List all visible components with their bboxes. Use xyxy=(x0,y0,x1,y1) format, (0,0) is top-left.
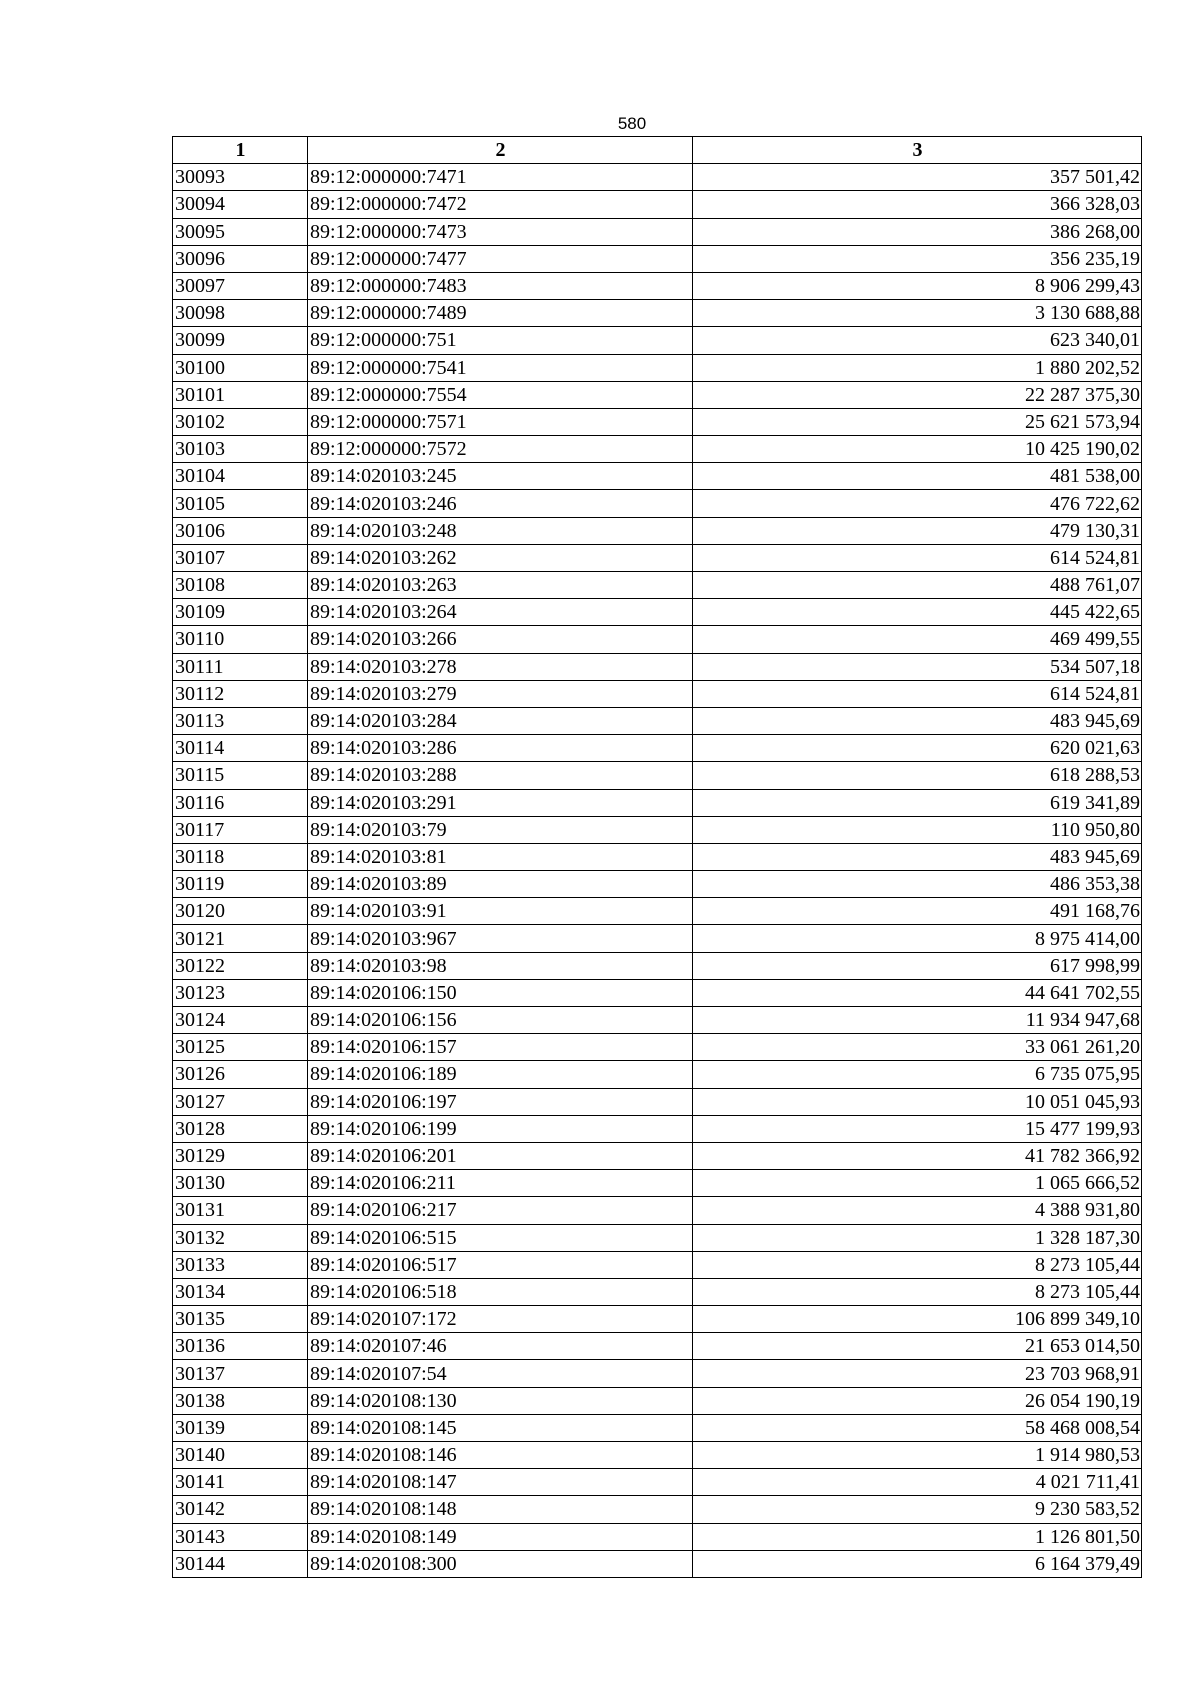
value-cell: 11 934 947,68 xyxy=(693,1007,1142,1034)
row-number-cell: 30093 xyxy=(173,164,308,191)
table-row xyxy=(173,1496,1142,1523)
table-row xyxy=(173,816,1142,843)
cadastral-number-cell: 89:12:000000:7472 xyxy=(308,191,693,218)
cadastral-number-cell: 89:12:000000:7471 xyxy=(308,164,693,191)
table-row xyxy=(173,979,1142,1006)
table-row xyxy=(173,245,1142,272)
row-number-cell: 30120 xyxy=(173,898,308,925)
value-cell: 481 538,00 xyxy=(693,463,1142,490)
value-cell: 476 722,62 xyxy=(693,490,1142,517)
cadastral-number-cell: 89:14:020103:262 xyxy=(308,544,693,571)
column-header-3: 3 xyxy=(693,137,1142,164)
table-row xyxy=(173,1115,1142,1142)
row-number-cell: 30105 xyxy=(173,490,308,517)
table-row xyxy=(173,544,1142,571)
row-number-cell: 30114 xyxy=(173,735,308,762)
cadastral-number-cell: 89:14:020103:79 xyxy=(308,816,693,843)
table-row xyxy=(173,327,1142,354)
value-cell: 22 287 375,30 xyxy=(693,381,1142,408)
row-number-cell: 30111 xyxy=(173,653,308,680)
cadastral-number-cell: 89:14:020108:130 xyxy=(308,1387,693,1414)
row-number-cell: 30137 xyxy=(173,1360,308,1387)
value-cell: 534 507,18 xyxy=(693,653,1142,680)
value-cell: 8 273 105,44 xyxy=(693,1251,1142,1278)
value-cell: 1 065 666,52 xyxy=(693,1170,1142,1197)
row-number-cell: 30143 xyxy=(173,1523,308,1550)
cadastral-number-cell: 89:14:020103:266 xyxy=(308,626,693,653)
value-cell: 469 499,55 xyxy=(693,626,1142,653)
table-row xyxy=(173,463,1142,490)
cadastral-number-cell: 89:14:020106:217 xyxy=(308,1197,693,1224)
row-number-cell: 30117 xyxy=(173,816,308,843)
cadastral-number-cell: 89:14:020103:246 xyxy=(308,490,693,517)
value-cell: 6 164 379,49 xyxy=(693,1550,1142,1577)
cadastral-number-cell: 89:14:020103:245 xyxy=(308,463,693,490)
value-cell: 445 422,65 xyxy=(693,599,1142,626)
table-row xyxy=(173,164,1142,191)
value-cell: 614 524,81 xyxy=(693,680,1142,707)
cadastral-number-cell: 89:12:000000:7541 xyxy=(308,354,693,381)
table-row xyxy=(173,1142,1142,1169)
row-number-cell: 30134 xyxy=(173,1278,308,1305)
value-cell: 110 950,80 xyxy=(693,816,1142,843)
value-cell: 15 477 199,93 xyxy=(693,1115,1142,1142)
row-number-cell: 30097 xyxy=(173,272,308,299)
row-number-cell: 30125 xyxy=(173,1034,308,1061)
value-cell: 1 880 202,52 xyxy=(693,354,1142,381)
table-row xyxy=(173,1278,1142,1305)
value-cell: 623 340,01 xyxy=(693,327,1142,354)
cadastral-number-cell: 89:14:020106:197 xyxy=(308,1088,693,1115)
value-cell: 58 468 008,54 xyxy=(693,1414,1142,1441)
value-cell: 483 945,69 xyxy=(693,843,1142,870)
value-cell: 9 230 583,52 xyxy=(693,1496,1142,1523)
value-cell: 386 268,00 xyxy=(693,218,1142,245)
value-cell: 1 914 980,53 xyxy=(693,1442,1142,1469)
table-row xyxy=(173,1061,1142,1088)
table-row xyxy=(173,1442,1142,1469)
table-row xyxy=(173,599,1142,626)
cadastral-number-cell: 89:12:000000:751 xyxy=(308,327,693,354)
table-row xyxy=(173,1550,1142,1577)
value-cell: 357 501,42 xyxy=(693,164,1142,191)
table-row xyxy=(173,1387,1142,1414)
row-number-cell: 30100 xyxy=(173,354,308,381)
cadastral-number-cell: 89:14:020108:149 xyxy=(308,1523,693,1550)
value-cell: 44 641 702,55 xyxy=(693,979,1142,1006)
table-row xyxy=(173,381,1142,408)
cadastral-number-cell: 89:14:020106:201 xyxy=(308,1142,693,1169)
table-row xyxy=(173,354,1142,381)
cadastral-number-cell: 89:14:020106:199 xyxy=(308,1115,693,1142)
table-row xyxy=(173,898,1142,925)
table-row xyxy=(173,191,1142,218)
row-number-cell: 30131 xyxy=(173,1197,308,1224)
table-row xyxy=(173,490,1142,517)
row-number-cell: 30115 xyxy=(173,762,308,789)
row-number-cell: 30096 xyxy=(173,245,308,272)
cadastral-number-cell: 89:14:020103:288 xyxy=(308,762,693,789)
table-row xyxy=(173,1034,1142,1061)
value-cell: 491 168,76 xyxy=(693,898,1142,925)
cadastral-number-cell: 89:14:020108:145 xyxy=(308,1414,693,1441)
cadastral-number-cell: 89:14:020103:248 xyxy=(308,517,693,544)
row-number-cell: 30102 xyxy=(173,408,308,435)
table-row xyxy=(173,871,1142,898)
value-cell: 8 975 414,00 xyxy=(693,925,1142,952)
value-cell: 25 621 573,94 xyxy=(693,408,1142,435)
value-cell: 356 235,19 xyxy=(693,245,1142,272)
value-cell: 8 273 105,44 xyxy=(693,1278,1142,1305)
value-cell: 366 328,03 xyxy=(693,191,1142,218)
value-cell: 23 703 968,91 xyxy=(693,1360,1142,1387)
cadastral-number-cell: 89:14:020103:278 xyxy=(308,653,693,680)
row-number-cell: 30112 xyxy=(173,680,308,707)
table-row xyxy=(173,626,1142,653)
value-cell: 486 353,38 xyxy=(693,871,1142,898)
value-cell: 106 899 349,10 xyxy=(693,1306,1142,1333)
table-row xyxy=(173,653,1142,680)
value-cell: 4 021 711,41 xyxy=(693,1469,1142,1496)
table-row xyxy=(173,300,1142,327)
cadastral-number-cell: 89:14:020106:150 xyxy=(308,979,693,1006)
value-cell: 10 425 190,02 xyxy=(693,436,1142,463)
cadastral-number-cell: 89:14:020103:291 xyxy=(308,789,693,816)
data-table xyxy=(172,136,1142,1578)
row-number-cell: 30107 xyxy=(173,544,308,571)
value-cell: 618 288,53 xyxy=(693,762,1142,789)
cadastral-number-cell: 89:14:020103:81 xyxy=(308,843,693,870)
cadastral-number-cell: 89:14:020103:967 xyxy=(308,925,693,952)
cadastral-number-cell: 89:14:020108:147 xyxy=(308,1469,693,1496)
value-cell: 614 524,81 xyxy=(693,544,1142,571)
row-number-cell: 30129 xyxy=(173,1142,308,1169)
cadastral-number-cell: 89:12:000000:7483 xyxy=(308,272,693,299)
row-number-cell: 30119 xyxy=(173,871,308,898)
row-number-cell: 30122 xyxy=(173,952,308,979)
value-cell: 488 761,07 xyxy=(693,572,1142,599)
cadastral-number-cell: 89:14:020106:515 xyxy=(308,1224,693,1251)
cadastral-number-cell: 89:14:020103:264 xyxy=(308,599,693,626)
table-row xyxy=(173,1197,1142,1224)
row-number-cell: 30121 xyxy=(173,925,308,952)
table-row xyxy=(173,517,1142,544)
cadastral-number-cell: 89:14:020106:211 xyxy=(308,1170,693,1197)
row-number-cell: 30136 xyxy=(173,1333,308,1360)
table-row xyxy=(173,1170,1142,1197)
value-cell: 8 906 299,43 xyxy=(693,272,1142,299)
value-cell: 21 653 014,50 xyxy=(693,1333,1142,1360)
cadastral-number-cell: 89:14:020106:189 xyxy=(308,1061,693,1088)
column-header-1: 1 xyxy=(173,137,308,164)
table-row xyxy=(173,1251,1142,1278)
cadastral-number-cell: 89:14:020103:279 xyxy=(308,680,693,707)
row-number-cell: 30104 xyxy=(173,463,308,490)
cadastral-number-cell: 89:12:000000:7554 xyxy=(308,381,693,408)
cadastral-number-cell: 89:14:020108:148 xyxy=(308,1496,693,1523)
value-cell: 10 051 045,93 xyxy=(693,1088,1142,1115)
row-number-cell: 30135 xyxy=(173,1306,308,1333)
table-row xyxy=(173,1088,1142,1115)
cadastral-number-cell: 89:14:020103:286 xyxy=(308,735,693,762)
table-row xyxy=(173,707,1142,734)
value-cell: 33 061 261,20 xyxy=(693,1034,1142,1061)
row-number-cell: 30132 xyxy=(173,1224,308,1251)
value-cell: 6 735 075,95 xyxy=(693,1061,1142,1088)
row-number-cell: 30123 xyxy=(173,979,308,1006)
cadastral-number-cell: 89:14:020107:46 xyxy=(308,1333,693,1360)
value-cell: 1 126 801,50 xyxy=(693,1523,1142,1550)
cadastral-number-cell: 89:12:000000:7473 xyxy=(308,218,693,245)
table-row xyxy=(173,1469,1142,1496)
table-row xyxy=(173,1007,1142,1034)
row-number-cell: 30095 xyxy=(173,218,308,245)
row-number-cell: 30110 xyxy=(173,626,308,653)
row-number-cell: 30144 xyxy=(173,1550,308,1577)
cadastral-number-cell: 89:14:020103:89 xyxy=(308,871,693,898)
table-row xyxy=(173,952,1142,979)
value-cell: 26 054 190,19 xyxy=(693,1387,1142,1414)
row-number-cell: 30133 xyxy=(173,1251,308,1278)
row-number-cell: 30106 xyxy=(173,517,308,544)
row-number-cell: 30094 xyxy=(173,191,308,218)
row-number-cell: 30142 xyxy=(173,1496,308,1523)
value-cell: 483 945,69 xyxy=(693,707,1142,734)
row-number-cell: 30128 xyxy=(173,1115,308,1142)
row-number-cell: 30139 xyxy=(173,1414,308,1441)
cadastral-number-cell: 89:12:000000:7477 xyxy=(308,245,693,272)
value-cell: 41 782 366,92 xyxy=(693,1142,1142,1169)
table-body xyxy=(173,164,1142,1578)
cadastral-number-cell: 89:14:020107:172 xyxy=(308,1306,693,1333)
table-row xyxy=(173,436,1142,463)
cadastral-number-cell: 89:14:020103:91 xyxy=(308,898,693,925)
table-row xyxy=(173,1224,1142,1251)
table-row xyxy=(173,680,1142,707)
row-number-cell: 30140 xyxy=(173,1442,308,1469)
row-number-cell: 30124 xyxy=(173,1007,308,1034)
table-row xyxy=(173,762,1142,789)
table-row xyxy=(173,843,1142,870)
cadastral-number-cell: 89:14:020103:263 xyxy=(308,572,693,599)
cadastral-number-cell: 89:14:020103:98 xyxy=(308,952,693,979)
table-row xyxy=(173,1523,1142,1550)
row-number-cell: 30141 xyxy=(173,1469,308,1496)
cadastral-number-cell: 89:12:000000:7489 xyxy=(308,300,693,327)
table-row xyxy=(173,1414,1142,1441)
cadastral-number-cell: 89:14:020106:157 xyxy=(308,1034,693,1061)
cadastral-number-cell: 89:14:020106:156 xyxy=(308,1007,693,1034)
row-number-cell: 30098 xyxy=(173,300,308,327)
cadastral-number-cell: 89:14:020107:54 xyxy=(308,1360,693,1387)
value-cell: 4 388 931,80 xyxy=(693,1197,1142,1224)
row-number-cell: 30109 xyxy=(173,599,308,626)
row-number-cell: 30118 xyxy=(173,843,308,870)
row-number-cell: 30108 xyxy=(173,572,308,599)
row-number-cell: 30099 xyxy=(173,327,308,354)
row-number-cell: 30127 xyxy=(173,1088,308,1115)
table-row xyxy=(173,789,1142,816)
page-number: 580 xyxy=(617,114,647,133)
row-number-cell: 30126 xyxy=(173,1061,308,1088)
cadastral-number-cell: 89:14:020108:146 xyxy=(308,1442,693,1469)
value-cell: 479 130,31 xyxy=(693,517,1142,544)
row-number-cell: 30103 xyxy=(173,436,308,463)
table-row xyxy=(173,572,1142,599)
row-number-cell: 30113 xyxy=(173,707,308,734)
row-number-cell: 30138 xyxy=(173,1387,308,1414)
row-number-cell: 30101 xyxy=(173,381,308,408)
table-row xyxy=(173,408,1142,435)
value-cell: 617 998,99 xyxy=(693,952,1142,979)
table-row xyxy=(173,218,1142,245)
row-number-cell: 30130 xyxy=(173,1170,308,1197)
table-row xyxy=(173,272,1142,299)
table-row xyxy=(173,1306,1142,1333)
value-cell: 3 130 688,88 xyxy=(693,300,1142,327)
cadastral-number-cell: 89:14:020108:300 xyxy=(308,1550,693,1577)
table-row xyxy=(173,1360,1142,1387)
table-header-row xyxy=(173,137,1142,164)
value-cell: 619 341,89 xyxy=(693,789,1142,816)
value-cell: 620 021,63 xyxy=(693,735,1142,762)
table-row xyxy=(173,735,1142,762)
row-number-cell: 30116 xyxy=(173,789,308,816)
cadastral-number-cell: 89:14:020106:518 xyxy=(308,1278,693,1305)
cadastral-number-cell: 89:14:020106:517 xyxy=(308,1251,693,1278)
column-header-2: 2 xyxy=(308,137,693,164)
cadastral-number-cell: 89:14:020103:284 xyxy=(308,707,693,734)
value-cell: 1 328 187,30 xyxy=(693,1224,1142,1251)
table-row xyxy=(173,925,1142,952)
cadastral-number-cell: 89:12:000000:7572 xyxy=(308,436,693,463)
table-row xyxy=(173,1333,1142,1360)
cadastral-number-cell: 89:12:000000:7571 xyxy=(308,408,693,435)
